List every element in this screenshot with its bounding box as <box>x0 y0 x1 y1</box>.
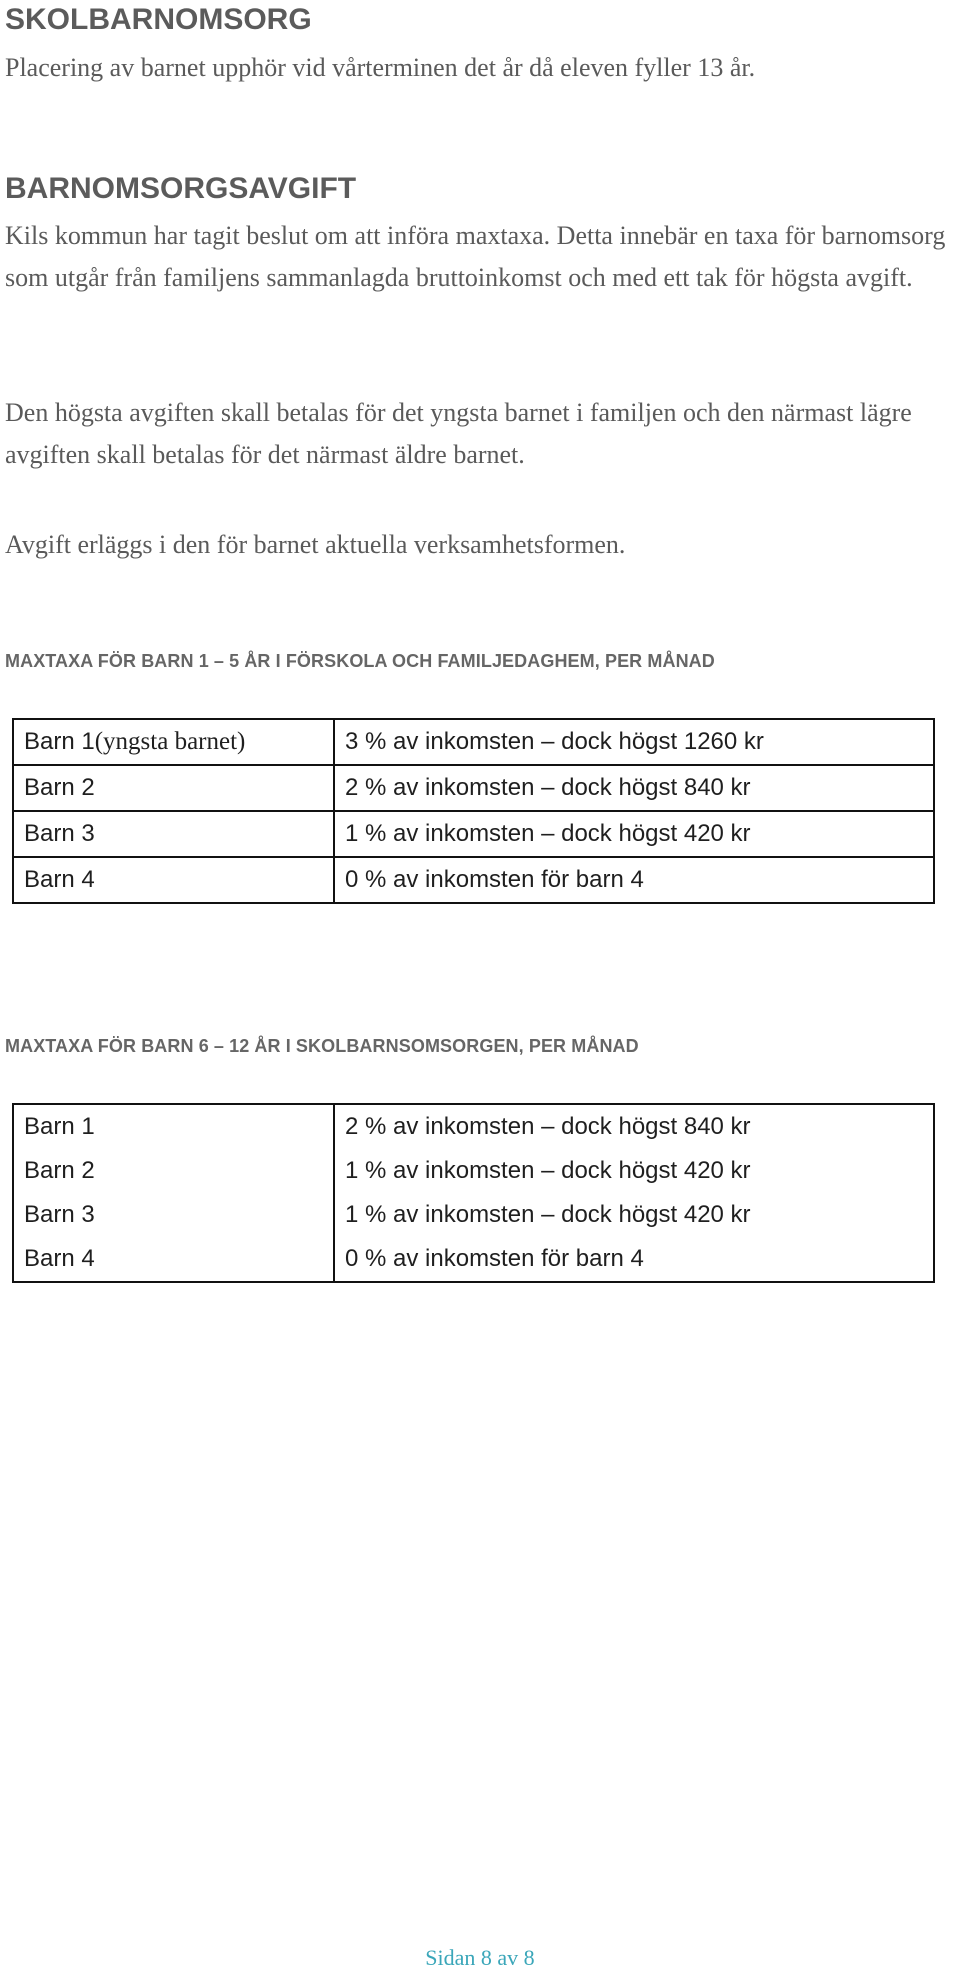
row-label: Barn 3 <box>13 811 334 857</box>
row-label: Barn 3 <box>13 1193 334 1237</box>
row-label: Barn 4 <box>13 1237 334 1282</box>
table-row <box>13 1193 934 1237</box>
row-value: 1 % av inkomsten – dock högst 420 kr <box>334 811 934 857</box>
row-value: 0 % av inkomsten för barn 4 <box>345 866 644 893</box>
row-value: 2 % av inkomsten – dock högst 840 kr <box>334 765 934 811</box>
row-label: Barn 2 <box>13 765 334 811</box>
row-value: 2 % av inkomsten – dock högst 840 kr <box>345 1113 751 1140</box>
table2-heading: MAXTAXA FÖR BARN 6 – 12 ÅR I SKOLBARNSOMSORGEN, PER MÅNAD <box>5 1036 639 1056</box>
page-number: Sidan 8 av 8 <box>425 1945 535 1970</box>
section-title-skolbarnomsorg: SKOLBARNOMSORG <box>5 3 312 36</box>
row-value: 1 % av inkomsten – dock högst 420 kr <box>345 1201 751 1228</box>
table1-heading: MAXTAXA FÖR BARN 1 – 5 ÅR I FÖRSKOLA OCH FAMILJEDAGHEM, PER MÅNAD <box>5 651 715 671</box>
row-label: Barn 4 <box>13 857 334 903</box>
fee-table-preschool <box>12 718 935 904</box>
row-label: Barn 2 <box>13 1149 334 1193</box>
table-row <box>13 1104 934 1149</box>
table-row <box>13 1149 934 1193</box>
table-row <box>13 765 934 811</box>
avgift-paragraph-2: Den högsta avgiften skall betalas för det yngsta barnet i familjen och den närmast lägre avgiften skall betalas för det närmast äldre barnet. <box>5 398 912 469</box>
table-row <box>13 1237 934 1282</box>
row-label: Barn 1 <box>13 1104 334 1149</box>
row-label-child: Barn 1 <box>24 728 95 755</box>
table-row <box>13 719 934 765</box>
section-title-barnomsorgsavgift: BARNOMSORGSAVGIFT <box>5 172 357 205</box>
row-value: 3 % av inkomsten – dock högst 1260 kr <box>334 719 934 765</box>
row-label <box>13 719 334 765</box>
row-label-note: (yngsta barnet) <box>94 728 246 755</box>
table-row <box>13 811 934 857</box>
avgift-paragraph-1: Kils kommun har tagit beslut om att införa maxtaxa. Detta innebär en taxa för barnomsorg som utgår från familjens sammanlagda bruttoinkomst och med ett tak för högsta avgift. <box>5 221 946 292</box>
skolbarnomsorg-text: Placering av barnet upphör vid vårterminen det år då eleven fyller 13 år. <box>5 53 756 82</box>
row-value: 0 % av inkomsten för barn 4 <box>345 1245 644 1272</box>
avgift-paragraph-3: Avgift erläggs i den för barnet aktuella verksamhetsformen. <box>5 530 626 559</box>
fee-table-school-age <box>12 1103 935 1283</box>
row-value: 1 % av inkomsten – dock högst 420 kr <box>345 1157 751 1184</box>
table-row <box>13 857 934 903</box>
